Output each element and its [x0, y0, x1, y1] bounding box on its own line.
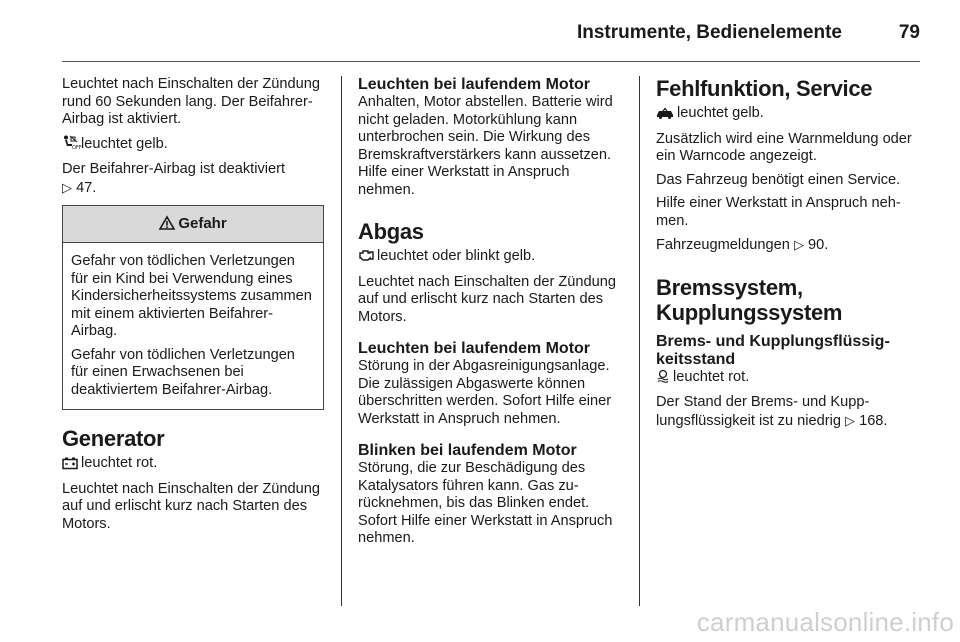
warning-triangle-icon [159, 208, 175, 244]
airbag-off-icon [62, 135, 82, 156]
column-middle [358, 76, 624, 554]
section-heading: Generator [62, 426, 165, 451]
paragraph: Der Beifahrer-Airbag ist deaktiviert ▷ 47. [62, 161, 286, 196]
page-reference[interactable]: 168. [859, 412, 888, 429]
paragraph: Der Stand der Brems- und Kupplungsflüssigkeit ist zu niedrig ▷ 168. [656, 394, 888, 429]
reference-arrow-icon: ▷ [62, 179, 72, 195]
paragraph: Anhalten, Motor abstellen. Batterie wird nicht geladen. Motorkühlung kann unterbrochen sein. Die Wirkung des Bremskraftverstärkers kann aussetzen. Hilfe einer Werkstatt in Anspruch nehmen. [358, 94, 613, 198]
header-divider [62, 61, 920, 62]
airbag-status-text: leuchtet gelb. [81, 135, 168, 152]
paragraph: Störung, die zur Beschädigung des Katalysators führen kann. Gas zurücknehmen, bis das Blinken endet. Sofort Hilfe einer Werkstatt in Anspruch nehmen. [358, 460, 613, 546]
subheading: Brems- und Kupplungsflüssigkeitsstand [656, 332, 890, 368]
paragraph: Gefahr von tödlichen Verletzungen für einen Erwachsenen bei deaktiviertem Beifahrer-Airbag. [71, 346, 295, 398]
warning-box [62, 205, 324, 410]
paragraph: Leuchtet nach Einschalten der Zündung auf und erlischt kurz nach Starten des Motors. [358, 273, 617, 325]
page-header [0, 0, 960, 60]
reference-arrow-icon: ▷ [793, 237, 804, 252]
column-divider [341, 76, 342, 606]
section-heading: Fehlfunktion, Service [656, 76, 873, 101]
section-heading: Abgas [358, 219, 424, 244]
section-title: Instrumente, Bedienelemente [576, 22, 842, 43]
paragraph: leuchtet rot. [62, 455, 324, 475]
section-heading: Bremssystem, [656, 274, 803, 300]
column-divider [639, 76, 640, 606]
column-right [656, 76, 922, 436]
paragraph [62, 135, 324, 156]
reference-arrow-icon: ▷ [845, 412, 856, 428]
paragraph: Das Fahrzeug benötigt einen Service. [656, 171, 901, 188]
service-car-icon [656, 107, 674, 125]
engine-icon [358, 249, 374, 268]
battery-icon [62, 457, 78, 475]
paragraph: Gefahr von tödlichen Verletzungen für ein Kind bei Verwendung eines Kindersicherheitssystems zusammen mit einem aktivierten Beifahrer-Airbag. [71, 253, 312, 339]
paragraph: leuchtet gelb. [656, 105, 922, 125]
paragraph: Leuchtet nach Einschalten der Zündung auf und erlischt kurz nach Starten des Motors. [62, 480, 321, 532]
paragraph: Hilfe einer Werkstatt in Anspruch nehmen. [656, 195, 901, 229]
page-number: 79 [898, 22, 920, 43]
subheading: Leuchten bei laufendem Motor [358, 340, 591, 357]
warning-header [63, 206, 323, 243]
subheading: Leuchten bei laufendem Motor [358, 76, 591, 93]
paragraph: Leuchtet nach Einschalten der Zündung rund 60 Sekunden lang. Der Beifahrer-Airbag ist aktiviert. [62, 76, 321, 127]
paragraph: Fahrzeugmeldungen ▷ 90. [656, 237, 829, 253]
paragraph: Zusätzlich wird eine Warnmeldung oder ein Warncode angezeigt. [656, 130, 912, 164]
paragraph: leuchtet oder blinkt gelb. [358, 248, 624, 268]
brake-fluid-icon [656, 369, 670, 389]
page-reference[interactable]: 47. [76, 179, 97, 196]
paragraph: Störung in der Abgasreinigungsanlage. Die zulässigen Abgaswerte können überschritten werden. Sofort Hilfe einer Werkstatt in Anspruch nehmen. [358, 358, 612, 427]
page-reference[interactable]: 90. [808, 237, 829, 253]
column-left [62, 76, 324, 539]
svg-text:OFF: OFF [72, 144, 82, 151]
warning-title: Gefahr [178, 215, 227, 232]
section-heading: Kupplungssystem [656, 299, 843, 325]
watermark: carmanualsonline.info [696, 607, 954, 637]
paragraph: leuchtet rot. [656, 369, 922, 389]
subheading: Blinken bei laufendem Motor [358, 442, 577, 459]
